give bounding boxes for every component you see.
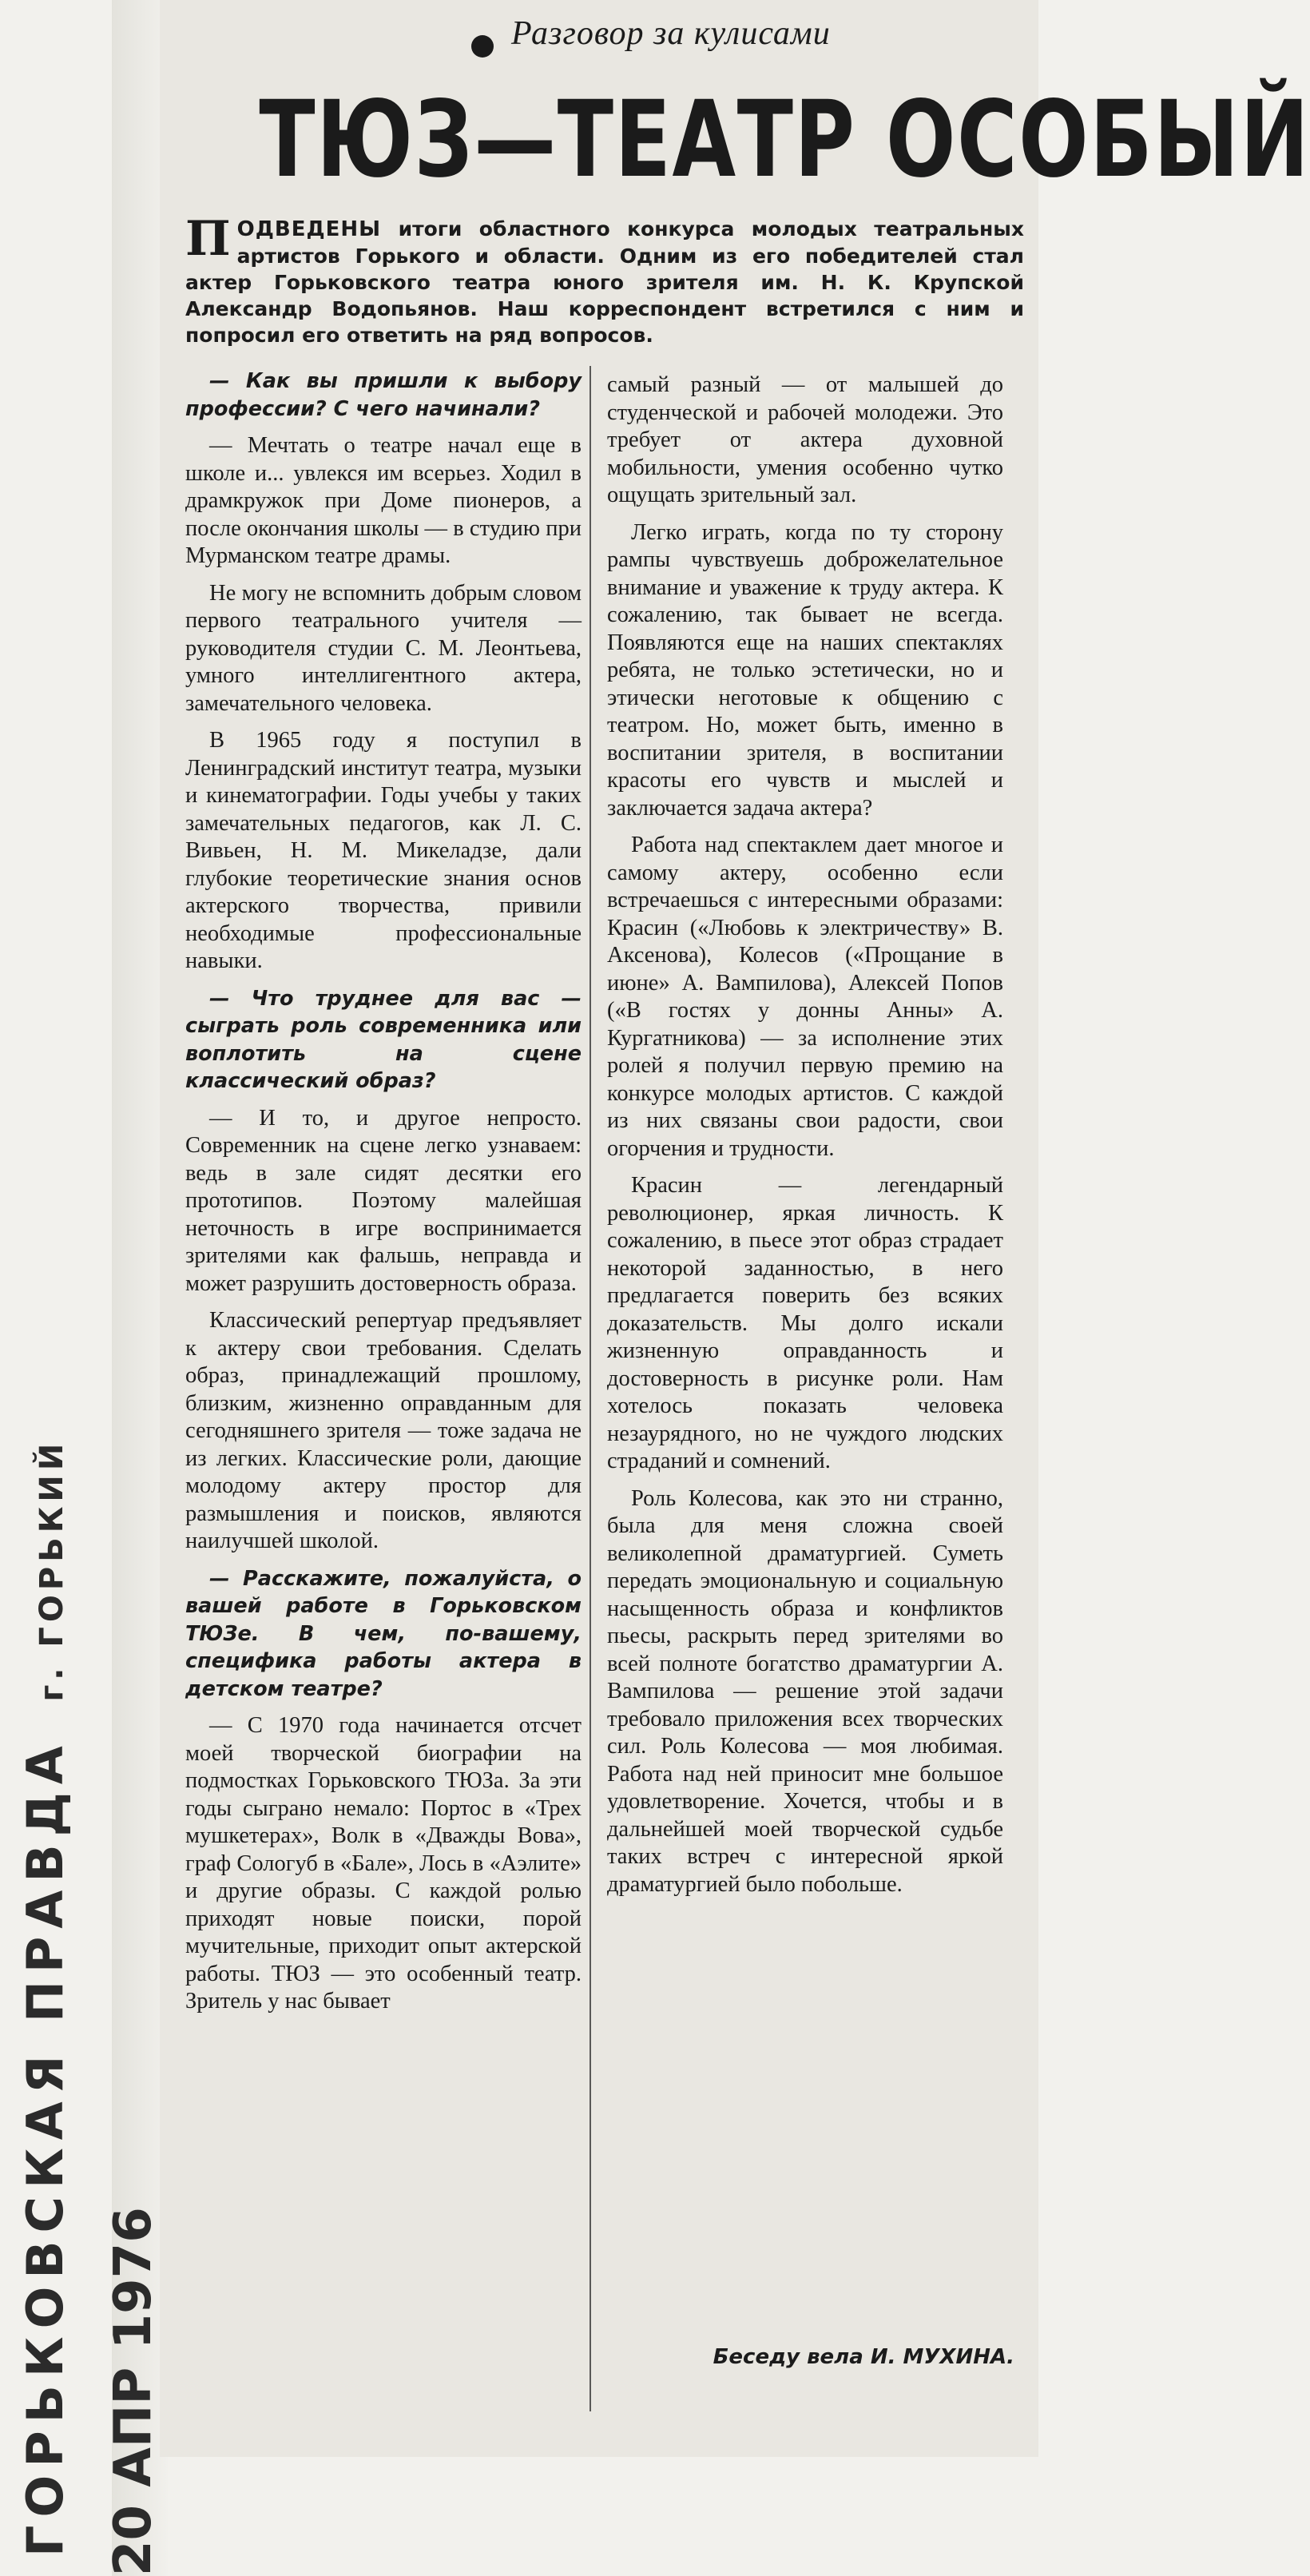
- answer-paragraph: — Мечтать о театре начал еще в школе и... увлекся им всерьез. Ходил в драмкружок при Доме пионеров, а после окончания школы — в студию при Мурманском театре драмы.: [185, 433, 582, 568]
- answer-paragraph: Красин — легендарный революционер, яркая личность. К сожалению, в пьесе этот образ страдает некоторой заданностью, в него предлагается поверить без всяких доказательств. Мы долго искали жизненную оправданность и достоверность в рисунке роли. Нам хотелось показать человека незаурядного, но не чуждого людских страданий и сомнений.: [607, 1173, 1003, 1473]
- continued-paragraph: самый разный — от малышей до студенческой и рабочей молодежи. Это требует от актера духовной мобильности, умения особенно чутко ощущать зрительный зал.: [607, 372, 1003, 507]
- lead-text: итоги областного конкурса молодых театральных артистов Горького и области. Одним из его победителей стал актер Горьковского театра юного зрителя им. Н. К. Крупской Александр Водопьянов. Наш корреспондент встретился с ним и попросил его ответить на ряд вопросов.: [185, 217, 1024, 347]
- answer-paragraph: — С 1970 года начинается отсчет моей творческой биографии на подмостках Горьковского ТЮЗа. За эти годы сыграно немало: Портос в «Трех мушкетерах», Волк в «Дважды Вова», граф Сологуб в «Бале», Лось в «Аэлите» и другие образы. С каждой ролью приходят новые поиски, порой мучительные, приходит опыт актерской работы. ТЮЗ — это особенный театр. Зритель у нас бывает: [185, 1713, 582, 2013]
- question-paragraph: — Как вы пришли к выбору профессии? С чего начинали?: [185, 369, 582, 421]
- article-lead: [185, 211, 1024, 348]
- article-headline: ТЮЗ—ТЕАТР ОСОБЫЙ: [259, 78, 1310, 201]
- answer-paragraph: — И то, и другое непросто. Современник на сцене легко узнаваем: ведь в зале сидят десятки его прототипов. Поэтому малейшая неточность в игре воспринимается зрителями как фальшь, неправда и может разрушить достоверность образа.: [185, 1105, 582, 1296]
- stamp-newspaper: ГОРЬКОВСКАЯ ПРАВДА: [16, 1738, 74, 2557]
- stamp-date: 20 АПР 1976: [104, 2207, 163, 2576]
- left-column: [185, 368, 582, 2016]
- answer-paragraph: Классический репертуар предъявляет к актеру свои требования. Сделать образ, принадлежащий прошлому, близким, жизненно оправданным для сегодняшнего зрителя — тоже задача не из легких. Классические роли, дающие молодому актеру простор для размышления и поисков, являются наилучшей школой.: [185, 1308, 582, 1553]
- author-signature: Беседу вела И. МУХИНА.: [713, 2345, 1014, 2369]
- lead-caps: ОДВЕДЕНЫ: [236, 217, 382, 241]
- question-paragraph: — Расскажите, пожалуйста, о вашей работе в Горьковском ТЮЗе. В чем, по-вашему, специфика работы актера в детском театре?: [185, 1566, 582, 1701]
- answer-paragraph: Не могу не вспомнить добрым словом первого театрального учителя — руководителя студии С. М. Леонтьева, умного интеллигентного актера, замечательного человека.: [185, 580, 582, 716]
- answer-paragraph: Легко играть, когда по ту сторону рампы чувствуешь доброжелательное внимание и уважение к труду актера. К сожалению, так бывает не всегда. Появляются еще на наших спектаклях ребята, не только эстетически, но и этически неготовые к общению с театром. Но, может быть, именно в воспитании зрителя, в воспитании красоты его чувств и мыслей и заключается задача актера?: [607, 519, 1003, 821]
- question-paragraph: — Что труднее для вас — сыграть роль современника или воплотить на сцене классический образ?: [185, 986, 582, 1093]
- right-column: [607, 372, 1003, 1898]
- bullet-dot: [471, 35, 494, 58]
- answer-paragraph: В 1965 году я поступил в Ленинградский институт театра, музыки и кинематографии. Годы учебы у таких замечательных педагогов, как Л. С. Вивьен, Н. М. Микеладзе, дали глубокие теоретические знания основ актерского творчества, привили необходимые профессиональные навыки.: [185, 728, 582, 973]
- lead-dropcap: П: [185, 211, 231, 267]
- answer-paragraph: Роль Колесова, как это ни странно, была для меня сложна своей великолепной драматургией. Суметь передать эмоциональную и социальную насыщенность образа и конфликтов пьесы, раскрыть перед зрителями во всей полноте богатство драматургии А. Вампилова — решение этой задачи требовало приложения всех творческих сил. Роль Колесова — моя любимая. Работа над ней приносит мне большое удовлетворение. Хочется, чтобы и в дальнейшей моей творческой судьбе таких встреч с интересной яркой драматургией было побольше.: [607, 1485, 1003, 1897]
- answer-paragraph: Работа над спектаклем дает многое и самому актеру, особенно если встречаешься с интересными образами: Красин («Любовь к электричеству» В. Аксенова), Колесов («Прощание в июне» А. Вампилова), Алексей Попов («В гостях у донны Анны» А. Кургатникова) — за исполнение этих ролей я получил первую премию на конкурсе молодых артистов. С каждой из них связаны свои радости, свои огорчения и трудности.: [607, 833, 1003, 1161]
- stamp-city: г. ГОРЬКИЙ: [34, 1438, 70, 1702]
- rubric-label: Разговор за кулисами: [511, 15, 831, 52]
- library-stamp: [16, 1278, 74, 2557]
- column-divider: [590, 366, 591, 2411]
